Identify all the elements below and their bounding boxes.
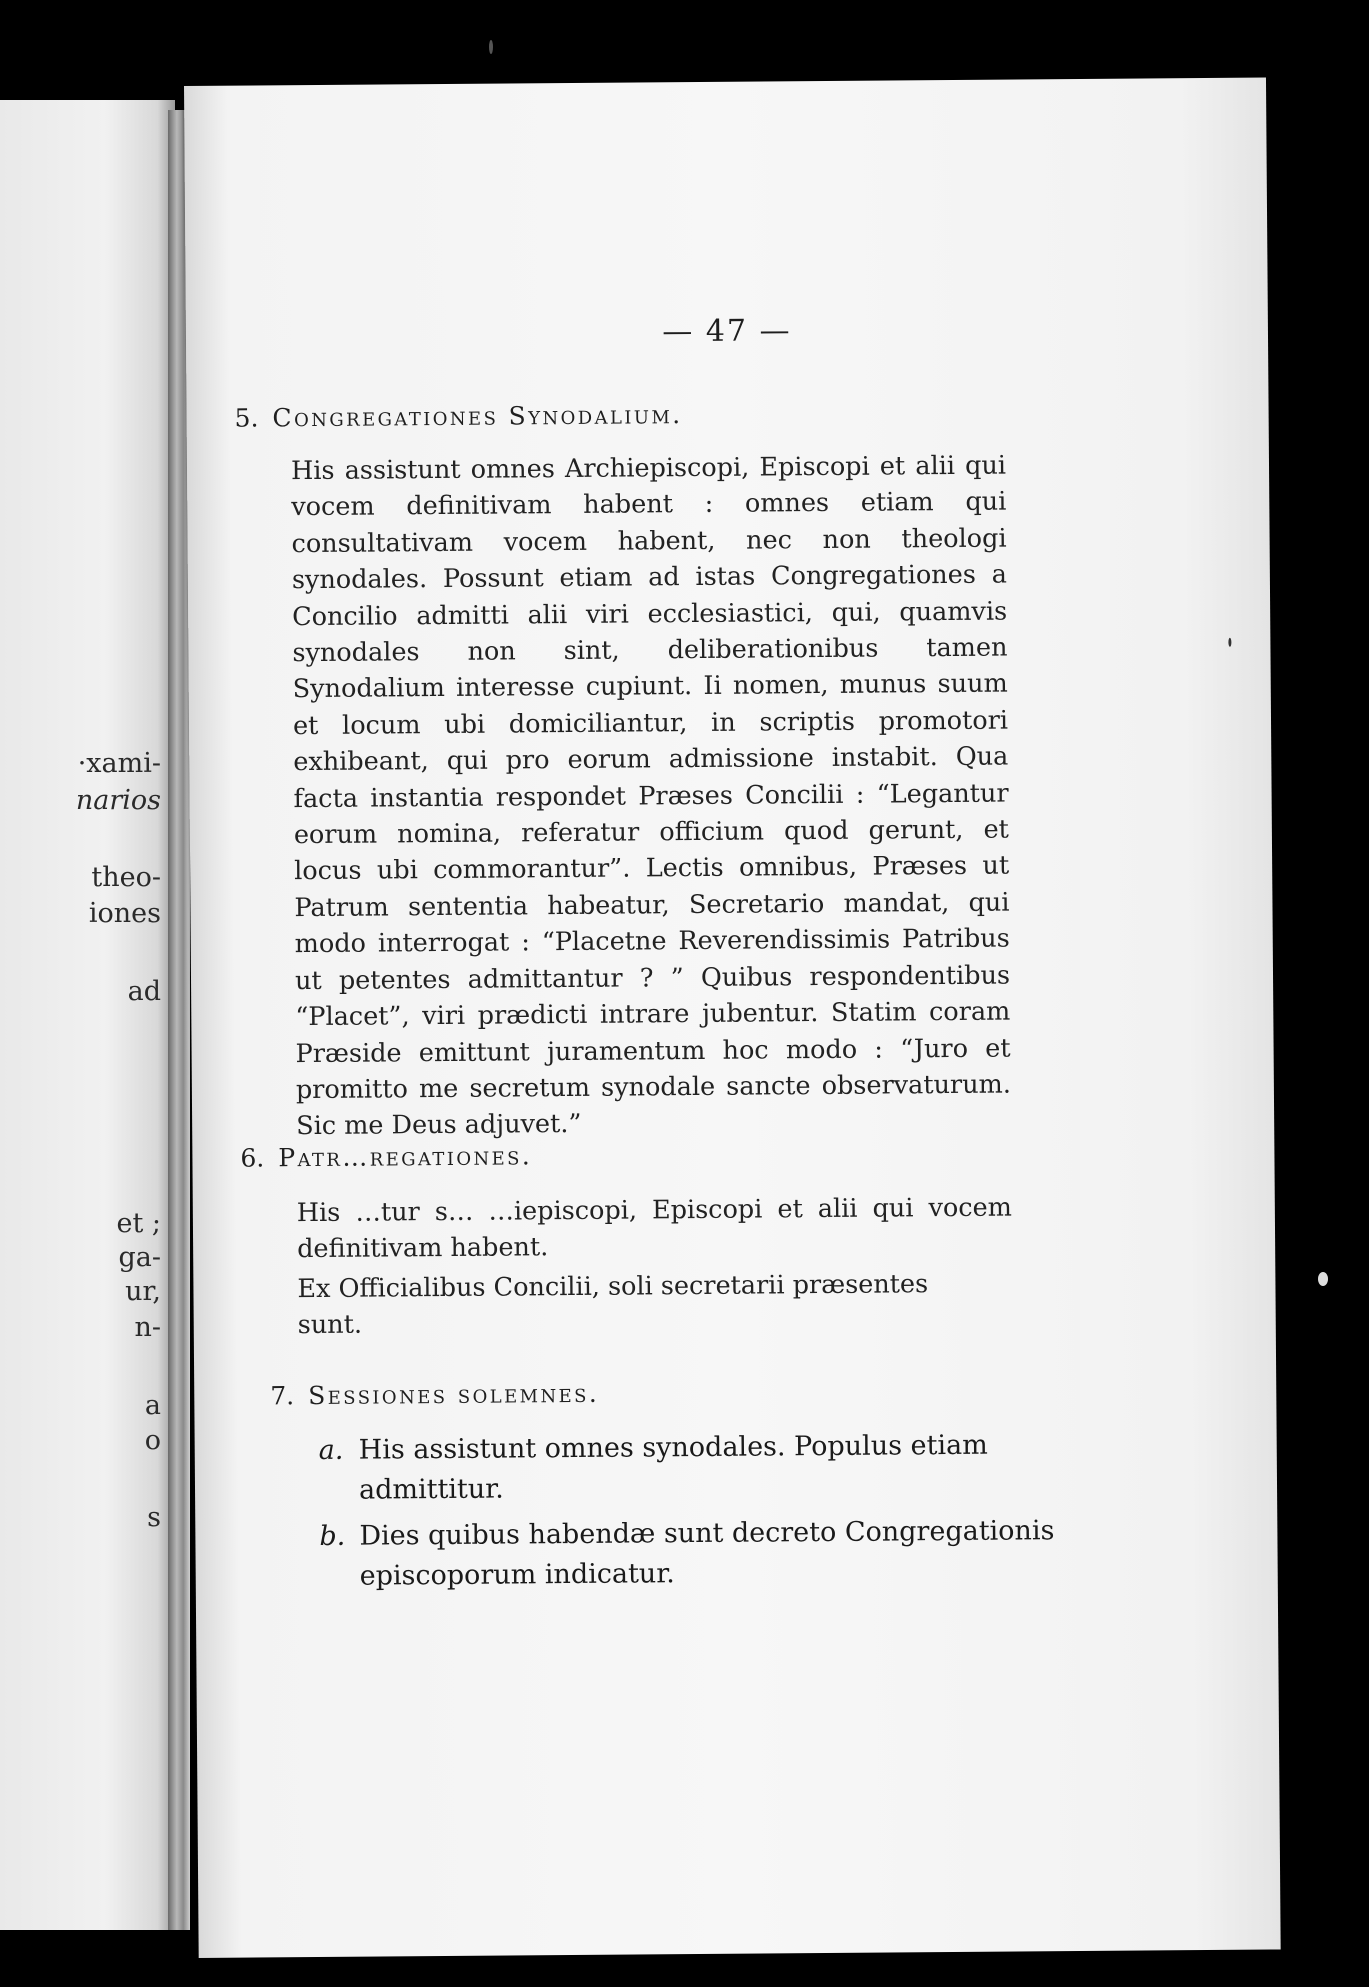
left-page-fragment: n- [134, 1312, 161, 1343]
left-page-fragment: narios [75, 785, 161, 816]
scan-speck [1318, 1272, 1328, 1286]
left-page-fragment: ur, [125, 1276, 161, 1307]
list-item-text: Dies quibus habendæ sunt decreto Congregationis episcoporum indicatur. [359, 1515, 1055, 1592]
section-body: His assistunt omnes Archiepiscopi, Episcopi et alii qui vocem definitivam habent : omnes etiam qui consultativam vocem habent, nec non theologi synodales. Possunt etiam ad istas Congregationes a Concilio admitti alii viri ecclesiastici, qui, quamvis synodales non sint, deliberationibus tamen Synodalium interesse cupiunt. Ii nomen, munus suum et locum ubi domiciliantur, in scriptis promotori exhibeant, qui pro eorum admissione instabit. Qua facta instantia respondet Præses Concilii : “Legantur eorum nomina, referatur officium quod gerunt, et locus ubi commorantur”. Lectis omnibus, Præses ut Patrum sententia habeatur, Secretario mandat, qui modo interrogat : “Placetne Reverendissimis Patribus ut petentes admittantur ? ” Quibus respondentibus “Placet”, viri prædicti intrare jubentur. Statim coram Præside emittunt juramentum hoc modo : “Juro et promitto me secretum synodale sancte observaturum. Sic me Deus adjuvet.” [290, 450, 1011, 1142]
left-page-fragment: iones [88, 898, 161, 929]
section-heading [240, 1141, 532, 1172]
left-page-fragment: s [147, 1502, 161, 1533]
left-page-fragment: ·xami- [77, 748, 161, 779]
section-body-line: sunt. [297, 1309, 363, 1341]
section-heading [270, 1379, 599, 1411]
left-page-fragment: theo- [91, 862, 161, 893]
section-number: 6. [240, 1143, 265, 1173]
section-body-line: Ex Officialibus Concilii, soli secretarii præsentes [297, 1269, 929, 1305]
list-item [319, 1425, 1060, 1511]
section-title: Congregationes Synodalium. [272, 400, 683, 433]
section-title: Patr…regationes. [278, 1141, 533, 1173]
list-item [319, 1511, 1060, 1597]
section-title: Sessiones solemnes. [308, 1378, 600, 1411]
document-page [184, 78, 1281, 1958]
section-heading [234, 400, 682, 433]
scan-speck [1228, 638, 1231, 647]
left-page-fragment: o [144, 1425, 161, 1456]
list-item-text: His assistunt omnes synodales. Populus etiam admittitur. [358, 1429, 988, 1506]
scan-speck [489, 40, 493, 54]
left-page-fragment: ad [127, 976, 161, 1007]
left-page-fragment: et ; [116, 1208, 161, 1239]
page-number: — 47 — [662, 313, 792, 350]
list-marker: a. [318, 1434, 344, 1466]
section-number: 7. [270, 1381, 295, 1411]
section-number: 5. [234, 403, 259, 433]
section-body: His …tur s… …iepiscopi, Episcopi et alii qui vocem definitivam habent. [296, 1192, 1012, 1265]
list-marker: b. [319, 1520, 346, 1552]
left-page-fragment: a [144, 1390, 161, 1421]
facing-page-left [0, 100, 175, 1930]
left-page-fragment: ga- [118, 1242, 161, 1273]
